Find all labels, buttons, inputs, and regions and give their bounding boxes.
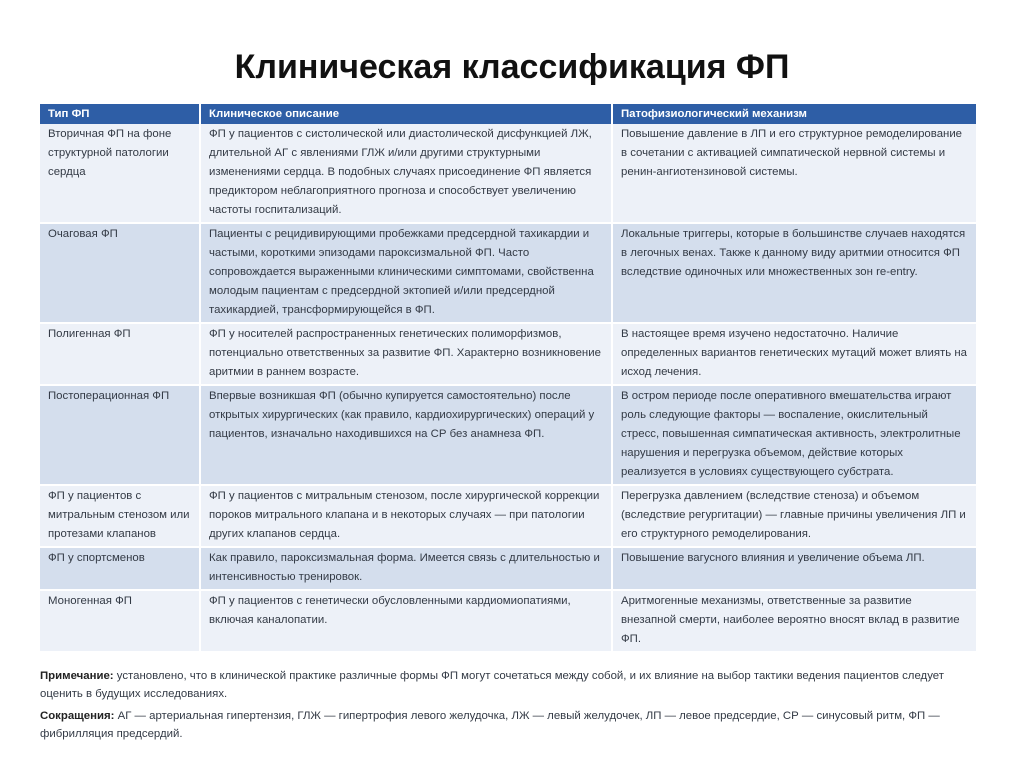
cell-type: Моногенная ФП [40, 590, 200, 652]
header-mechanism: Патофизиологический механизм [612, 104, 976, 124]
cell-type: Вторичная ФП на фоне структурной патологии сердца [40, 124, 200, 223]
cell-type: ФП у спортсменов [40, 547, 200, 590]
cell-mechanism: В остром периоде после оперативного вмешательства играют роль следующие факторы — воспаление, окислительный стресс, повышенная симпатическая активность, электролитные нарушения и перегрузка объемом, действие которых реализуется в условиях существующего субстрата. [612, 385, 976, 485]
table-row [40, 485, 976, 547]
table-row [40, 385, 976, 485]
page-title: Клиническая классификация ФП [234, 48, 790, 86]
abbreviations-text: АГ — артериальная гипертензия, ГЛЖ — гипертрофия левого желудочка, ЛЖ — левый желудочек, ЛП — левое предсердие, СР — синусовый ритм, ФП — фибрилляция предсердий. [40, 710, 940, 740]
header-type: Тип ФП [40, 104, 200, 124]
note-label: Примечание: [40, 670, 114, 682]
cell-mechanism: В настоящее время изучено недостаточно. Наличие определенных вариантов генетических мутаций может влиять на исход лечения. [612, 323, 976, 385]
note-paragraph [40, 667, 985, 703]
cell-description: Как правило, пароксизмальная форма. Имеется связь с длительностью и интенсивностью тренировок. [200, 547, 612, 590]
abbreviations-label: Сокращения: [40, 710, 115, 722]
cell-description: ФП у носителей распространенных генетических полиморфизмов, потенциально ответственных за развитие ФП. Характерно возникновение аритмии в раннем возрасте. [200, 323, 612, 385]
cell-mechanism: Повышение давление в ЛП и его структурное ремоделирование в сочетании с активацией симпатической нервной системы и ренин-ангиотензиновой системы. [612, 124, 976, 223]
abbreviations-paragraph [40, 707, 985, 743]
table-row [40, 323, 976, 385]
cell-mechanism: Перегрузка давлением (вследствие стеноза) и объемом (вследствие регургитации) — главные причины увеличения ЛП и его структурного ремоделирования. [612, 485, 976, 547]
header-description: Клиническое описание [200, 104, 612, 124]
table-row [40, 223, 976, 323]
table-row [40, 124, 976, 223]
cell-mechanism: Повышение вагусного влияния и увеличение объема ЛП. [612, 547, 976, 590]
cell-description: ФП у пациентов с митральным стенозом, после хирургической коррекции пороков митрального клапана и в некоторых случаях — при патологии других клапанов сердца. [200, 485, 612, 547]
table-header-row [40, 104, 976, 124]
cell-description: ФП у пациентов с генетически обусловленными кардиомиопатиями, включая каналопатии. [200, 590, 612, 652]
cell-mechanism: Локальные триггеры, которые в большинстве случаев находятся в легочных венах. Также к данному виду аритмии относится ФП вследствие одиночных или множественных зон re-entry. [612, 223, 976, 323]
cell-description: Впервые возникшая ФП (обычно купируется самостоятельно) после открытых хирургических (как правило, кардиохирургических) операций у пациентов, изначально находившихся на СР без анамнеза ФП. [200, 385, 612, 485]
classification-table [40, 104, 976, 653]
note-text: установлено, что в клинической практике различные формы ФП могут сочетаться между собой, и их влияние на выбор тактики ведения пациентов следует оценить в будущих исследованиях. [40, 670, 944, 700]
cell-type: Постоперационная ФП [40, 385, 200, 485]
cell-mechanism: Аритмогенные механизмы, ответственные за развитие внезапной смерти, наиболее вероятно вносят вклад в развитие ФП. [612, 590, 976, 652]
cell-description: Пациенты с рецидивирующими пробежками предсердной тахикардии и частыми, короткими эпизодами пароксизмальной ФП. Часто сопровождается выраженными клиническими симптомами, свойственна молодым пациентам с предсердной эктопией и/или предсердной тахикардией, трансформирующейся в ФП. [200, 223, 612, 323]
cell-type: Очаговая ФП [40, 223, 200, 323]
table-notes [40, 667, 985, 747]
cell-type: Полигенная ФП [40, 323, 200, 385]
table-row [40, 547, 976, 590]
table-row [40, 590, 976, 652]
cell-type: ФП у пациентов с митральным стенозом или протезами клапанов [40, 485, 200, 547]
cell-description: ФП у пациентов с систолической или диастолической дисфункцией ЛЖ, длительной АГ с явлениями ГЛЖ и/или другими структурными изменениями сердца. В подобных случаях присоединение ФП является предиктором неблагоприятного прогноза и способствует увеличению частоты госпитализаций. [200, 124, 612, 223]
